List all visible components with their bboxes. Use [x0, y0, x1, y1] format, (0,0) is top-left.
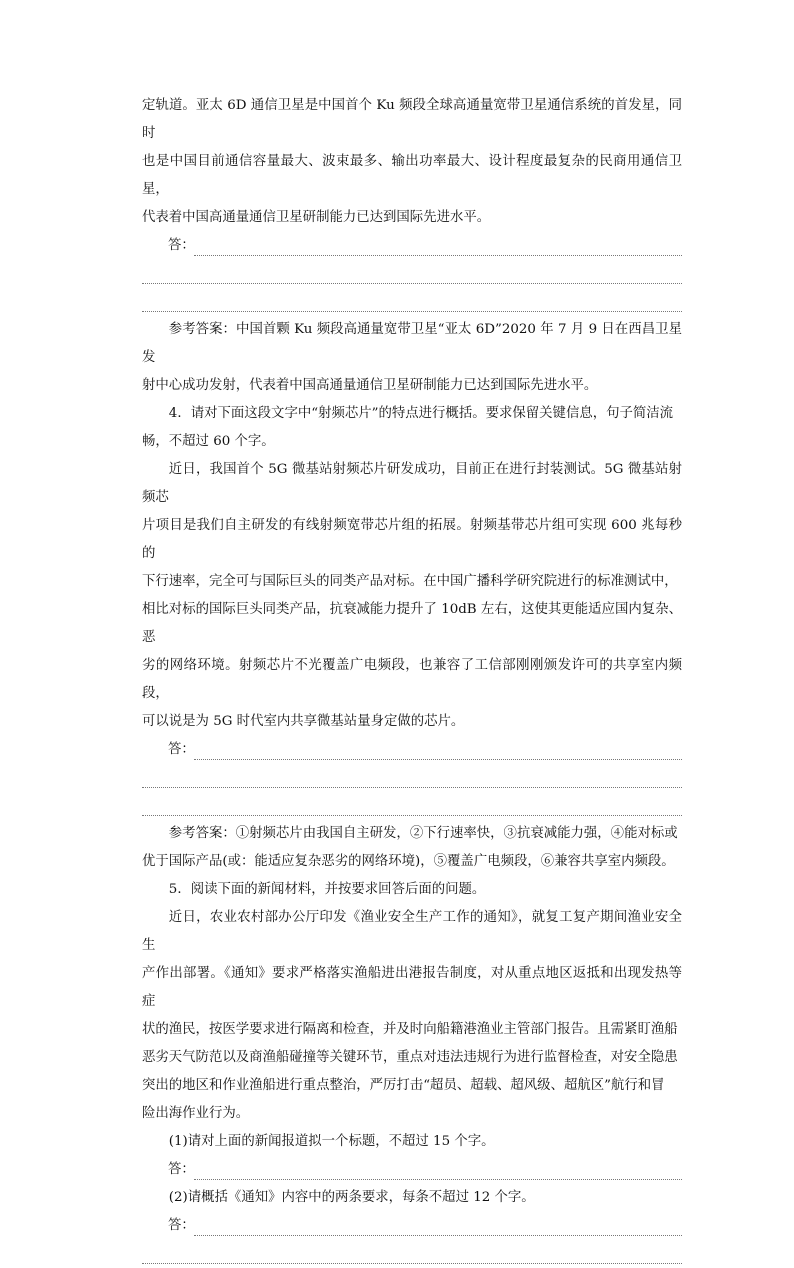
answer-label: 答： — [168, 742, 195, 757]
reference-answer-line: 优于国际产品(或：能适应复杂恶劣的网络环境)，⑤覆盖广电频段，⑥兼容共享室内频段。 — [142, 854, 675, 869]
answer-row — [142, 1212, 682, 1240]
paragraph-line: 相比对标的国际巨头同类产品，抗衰减能力提升了 10dB 左右，这使其更能适应国内复杂、恶 — [142, 602, 682, 645]
sub-question-1: (1)请对上面的新闻报道拟一个标题，不超过 15 个字。 — [168, 1134, 495, 1149]
paragraph-line: 恶劣天气防范以及商渔船碰撞等关键环节，重点对违法违规行为进行监督检查，对安全隐患 — [142, 1050, 678, 1065]
answer-line-row — [142, 1240, 682, 1268]
paragraph-line: 状的渔民，按医学要求进行隔离和检查，并及时向船籍港渔业主管部门报告。且需紧盯渔船 — [142, 1022, 678, 1037]
paragraph-line: 近日，我国首个 5G 微基站射频芯片研发成功，目前正在进行封装测试。5G 微基站射频芯 — [142, 462, 682, 505]
question-4: 4．请对下面这段文字中“射频芯片”的特点进行概括。要求保留关键信息，句子简洁流 — [168, 406, 674, 421]
answer-row — [142, 232, 682, 260]
answer-line-row — [142, 288, 682, 316]
reference-answer-line: 射中心成功发射，代表着中国高通量通信卫星研制能力已达到国际先进水平。 — [142, 378, 598, 393]
answer-label: 答： — [168, 238, 195, 253]
answer-line-row — [142, 792, 682, 820]
answer-label: 答： — [168, 1162, 195, 1177]
answer-line[interactable] — [142, 283, 682, 284]
answer-line[interactable] — [142, 311, 682, 312]
reference-answer: 参考答案：①射频芯片由我国自主研发，②下行速率快，③抗衰减能力强，④能对标或 — [168, 826, 678, 841]
answer-label: 答： — [168, 1218, 195, 1233]
paragraph-line: 片项目是我们自主研发的有线射频宽带芯片组的拓展。射频基带芯片组可实现 600 兆每秒的 — [142, 518, 682, 561]
answer-line[interactable] — [194, 759, 682, 760]
answer-line-row — [142, 260, 682, 288]
question-5: 5．阅读下面的新闻材料，并按要求回答后面的问题。 — [168, 882, 486, 897]
answer-line-row — [142, 764, 682, 792]
answer-row — [142, 1156, 682, 1184]
paragraph-line: 也是中国目前通信容量最大、波束最多、输出功率最大、设计程度最复杂的民商用通信卫星， — [142, 154, 682, 197]
answer-line[interactable] — [142, 815, 682, 816]
paragraph-line: 代表着中国高通量通信卫星研制能力已达到国际先进水平。 — [142, 210, 491, 225]
paragraph-line: 定轨道。亚太 6D 通信卫星是中国首个 Ku 频段全球高通量宽带卫星通信系统的首发星，同时 — [142, 98, 682, 141]
paragraph-line: 可以说是为 5G 时代室内共享微基站量身定做的芯片。 — [142, 714, 465, 729]
answer-line[interactable] — [142, 787, 682, 788]
answer-line[interactable] — [194, 255, 682, 256]
paragraph-line: 近日，农业农村部办公厅印发《渔业安全生产工作的通知》，就复工复产期间渔业安全生 — [142, 910, 682, 953]
paragraph-line: 下行速率，完全可与国际巨头的同类产品对标。在中国广播科学研究院进行的标准测试中， — [142, 574, 678, 589]
paragraph-line: 劣的网络环境。射频芯片不光覆盖广电频段，也兼容了工信部刚刚颁发许可的共享室内频段， — [142, 658, 682, 701]
answer-line[interactable] — [194, 1179, 682, 1180]
answer-line[interactable] — [142, 1263, 682, 1264]
sub-question-2: (2)请概括《通知》内容中的两条要求，每条不超过 12 个字。 — [168, 1190, 535, 1205]
reference-answer: 参考答案：中国首颗 Ku 频段高通量宽带卫星“亚太 6D”2020 年 7 月 9 日在西昌卫星发 — [142, 322, 682, 365]
answer-row — [142, 736, 682, 764]
question-4-line: 畅，不超过 60 个字。 — [142, 434, 275, 449]
paragraph-line: 险出海作业行为。 — [142, 1106, 250, 1121]
paragraph-line: 产作出部署。《通知》要求严格落实渔船进出港报告制度，对从重点地区返抵和出现发热等症 — [142, 966, 682, 1009]
answer-line[interactable] — [194, 1235, 682, 1236]
document-content — [142, 92, 682, 1268]
paragraph-line: 突出的地区和作业渔船进行重点整治，严厉打击“超员、超载、超风级、超航区”航行和冒 — [142, 1078, 665, 1093]
